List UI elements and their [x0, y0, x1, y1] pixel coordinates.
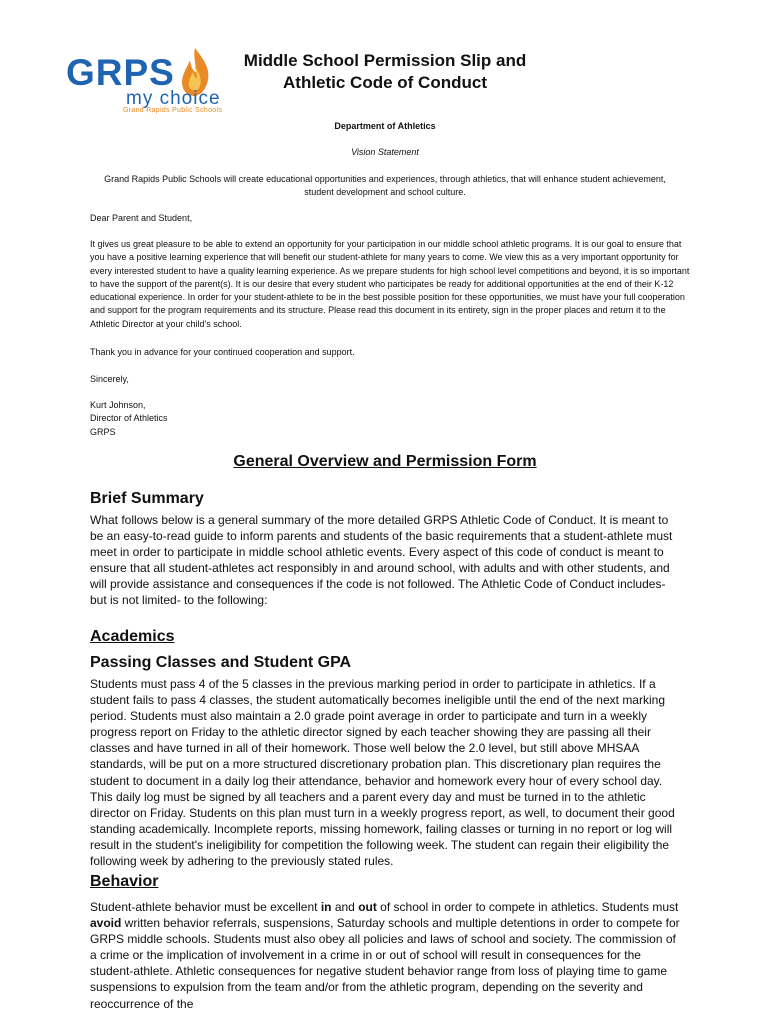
overview-title: General Overview and Permission Form: [233, 453, 537, 470]
summary-text: What follows below is a general summary of the more detailed GRPS Athletic Code of Conduct. It is meant to be an easy-to-read guide to inform parents and students of the basic requirements that a student-athlete must meet in order to participate in middle school athletic events. Every aspect of this code of conduct is meant to ensure that all student-athletes act responsibly in and around school, with adults and with other students, and will provide assistance and consequences if the code is not followed. The Athletic Code of Conduct includes- but is not limited- to the following:: [90, 513, 673, 608]
behavior-text-part: written behavior referrals, suspensions, Saturday schools and multiple detentions in order to compete for GRPS middle schools. Students must also obey all policies and laws of school and society. The commission of a crime or the implication of involvement in a crime in or out of school will result in consequences for the student-athlete. Athletic consequences for negative student behavior range from loss of playing time to game suspensions to expulsion from the team and/or from the athletic program, depending on the severity and reoccurrence of the: [90, 916, 680, 1011]
behavior-text-part: of school in order to compete in athletics. Students must: [376, 900, 679, 914]
behavior-bold-avoid: avoid: [90, 916, 122, 931]
letter-thanks: Thank you in advance for your continued cooperation and support.: [90, 347, 355, 357]
letter-closing: Sincerely,: [90, 374, 129, 384]
signer-org: GRPS: [90, 426, 116, 437]
page-title: [220, 50, 550, 94]
logo-text: GRPS: [66, 52, 175, 93]
summary-heading: Brief Summary: [90, 490, 204, 507]
behavior-bold-out: out: [358, 900, 377, 914]
logo-tagline: my choice: [126, 88, 221, 109]
vision-heading: Vision Statement: [351, 147, 419, 157]
behavior-heading: Behavior: [90, 873, 159, 890]
letter-body: It gives us great pleasure to be able to extend an opportunity for your participation in our middle school athletic programs. It is our goal to ensure that you have a positive learning experience that will benefit our student-athlete for many years to come. We view this as a very important opportunity for every interested student to have a quality learning experience. As we prepare students for high school level competitions and beyond, it is so important to have the support of the parent(s). It is our desire that every student who participates be ready for additional opportunities at the end of their K-12 educational experience. In order for your student-athlete to be in the best possible position for these opportunities, we must have your full cooperation and support for the program requirements and its structure. Please read this document in its entirety, sign in the proper places and return it to the Athletic Director at your child's school.: [90, 239, 690, 329]
signature-block: [90, 399, 690, 439]
title-line-2: Athletic Code of Conduct: [283, 73, 487, 92]
academics-subheading: Passing Classes and Student GPA: [90, 654, 352, 671]
department-label: Department of Athletics: [334, 121, 436, 131]
title-line-1: Middle School Permission Slip and: [243, 51, 527, 70]
behavior-text-part: and: [331, 900, 359, 914]
signer-name: Kurt Johnson,: [90, 400, 146, 410]
salutation: Dear Parent and Student,: [90, 213, 193, 223]
signer-title: Director of Athletics: [90, 413, 168, 424]
academics-heading: Academics: [90, 628, 175, 645]
grps-logo: [66, 44, 236, 118]
behavior-text-part: Student-athlete behavior must be excellent: [90, 900, 321, 914]
logo-subtitle: Grand Rapids Public Schools: [123, 107, 223, 114]
behavior-text: [90, 899, 682, 1012]
behavior-bold-in: in: [320, 900, 332, 914]
vision-text: Grand Rapids Public Schools will create educational opportunities and experiences, through athletics, that will enhance student achievement, student development and school culture.: [104, 174, 666, 197]
academics-text: Students must pass 4 of the 5 classes in the previous marking period in order to participate in athletics. If a student fails to pass 4 classes, the student automatically becomes ineligible until the end of the next marking period. Students must also maintain a 2.0 grade point average in order to participate and turn in a weekly progress report on Friday to the athletic director signed by each teacher showing they are passing all their classes and have turned in all of their homework. Those well below the 2.0 level, but still above MHSAA standards, will be put on a more structured discretionary probation plan. This discretionary plan requires the student to document in a daily log their attendance, behavior and homework every hour of every school day. This daily log must be signed by all teachers and a parent every day and must be turned in to the athletic director on Friday. Students on this plan must turn in a weekly progress report, as well, to document their good standing academically. Incomplete reports, missing homework, failing classes or turning in no report or log will result in the student's ineligibility for competition the following week. The student can regain their eligibility the following week by adhering to the previously stated rules.: [90, 677, 675, 869]
